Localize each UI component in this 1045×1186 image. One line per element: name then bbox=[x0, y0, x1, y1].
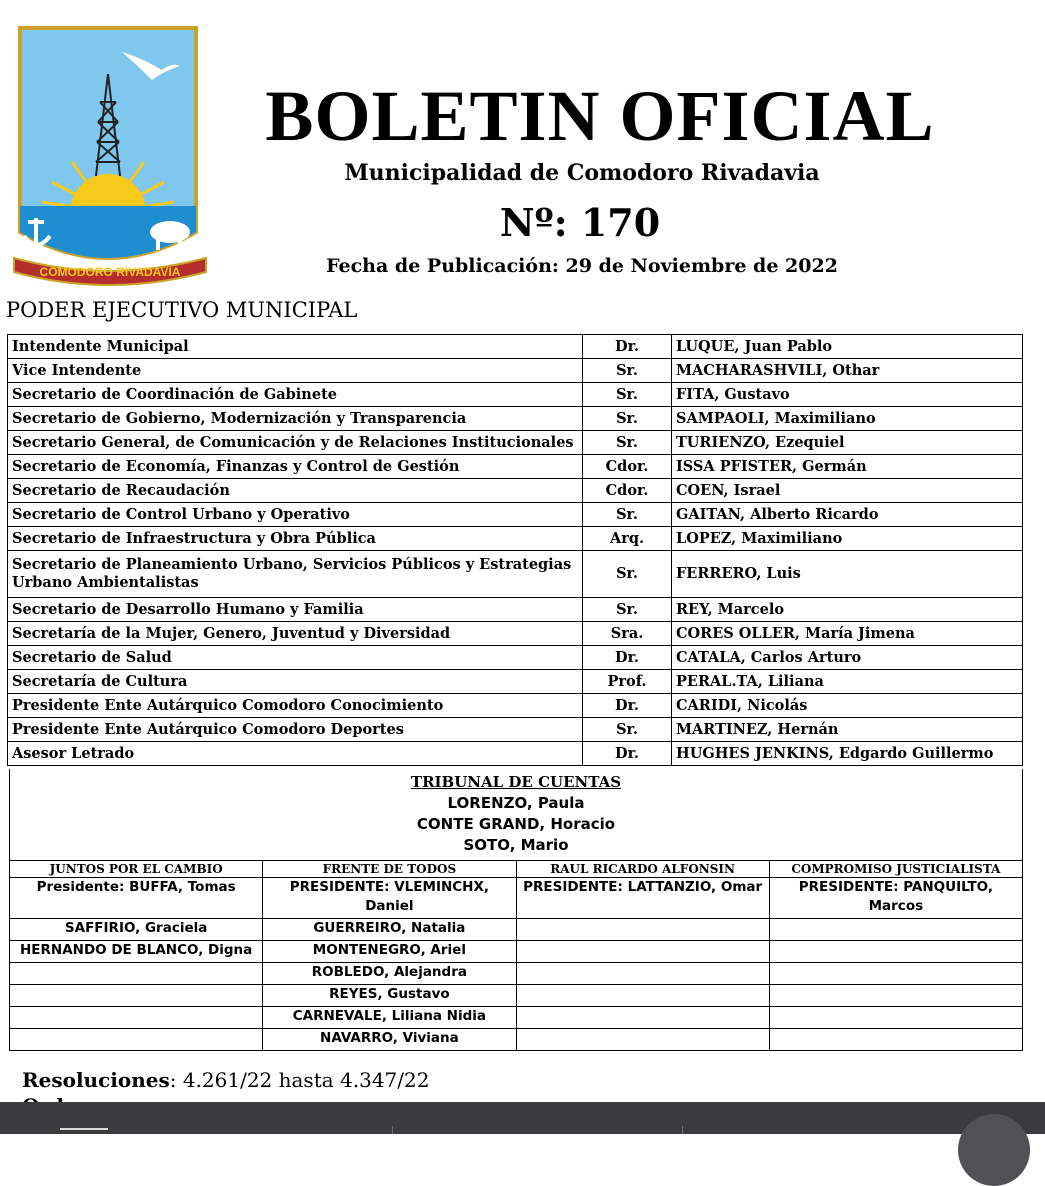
name-cell: COEN, Israel bbox=[672, 479, 1023, 503]
name-cell: CATALA, Carlos Arturo bbox=[672, 646, 1023, 670]
name-cell: PERAL.TA, Liliana bbox=[672, 670, 1023, 694]
executive-row bbox=[8, 718, 1023, 742]
member-cell: REYES, Gustavo bbox=[263, 985, 516, 1007]
executive-row bbox=[8, 551, 1023, 598]
executive-row bbox=[8, 503, 1023, 527]
position-cell: Secretario de Desarrollo Humano y Familia bbox=[8, 598, 583, 622]
member-cell bbox=[10, 985, 263, 1007]
member-cell bbox=[516, 1029, 769, 1051]
position-cell: Secretario de Coordinación de Gabinete bbox=[8, 383, 583, 407]
position-cell: Secretaría de Cultura bbox=[8, 670, 583, 694]
tribunal-title: TRIBUNAL DE CUENTAS bbox=[410, 773, 622, 791]
page-title: BOLETIN OFICIAL bbox=[265, 76, 935, 156]
title-cell: Dr. bbox=[583, 646, 672, 670]
bloque-president: PRESIDENTE: LATTANZIO, Omar bbox=[516, 878, 769, 919]
member-cell bbox=[516, 919, 769, 941]
bloque-header: FRENTE DE TODOS bbox=[263, 861, 516, 878]
member-cell bbox=[10, 1007, 263, 1029]
name-cell: CARIDI, Nicolás bbox=[672, 694, 1023, 718]
title-cell: Cdor. bbox=[583, 479, 672, 503]
resoluciones-line bbox=[22, 1068, 429, 1092]
executive-row bbox=[8, 479, 1023, 503]
title-cell: Arq. bbox=[583, 527, 672, 551]
name-cell: HUGHES JENKINS, Edgardo Guillermo bbox=[672, 742, 1023, 766]
toolbar-icon[interactable] bbox=[60, 1128, 108, 1134]
executive-table bbox=[7, 334, 1023, 766]
position-cell: Secretario de Gobierno, Modernización y Transparencia bbox=[8, 407, 583, 431]
executive-row bbox=[8, 407, 1023, 431]
toolbar-divider bbox=[392, 1126, 393, 1134]
tribunal-member: CONTE GRAND, Horacio bbox=[416, 815, 616, 833]
member-cell: CARNEVALE, Liliana Nidia bbox=[263, 1007, 516, 1029]
tribunal-member: SOTO, Mario bbox=[463, 836, 569, 854]
executive-row bbox=[8, 598, 1023, 622]
title-cell: Dr. bbox=[583, 694, 672, 718]
member-cell bbox=[769, 963, 1022, 985]
bloque-president: PRESIDENTE: VLEMINCHX, Daniel bbox=[263, 878, 516, 919]
tribunal-member: LORENZO, Paula bbox=[447, 794, 585, 812]
bloques-member-row bbox=[10, 1007, 1023, 1029]
position-cell: Secretaría de la Mujer, Genero, Juventud y Diversidad bbox=[8, 622, 583, 646]
bloques-member-row bbox=[10, 985, 1023, 1007]
position-cell: Asesor Letrado bbox=[8, 742, 583, 766]
bloques-member-row bbox=[10, 919, 1023, 941]
section-title: PODER EJECUTIVO MUNICIPAL bbox=[6, 298, 358, 322]
bloques-president-row bbox=[10, 878, 1023, 919]
name-cell: MACHARASHVILI, Othar bbox=[672, 359, 1023, 383]
member-cell: SAFFIRIO, Graciela bbox=[10, 919, 263, 941]
municipality-name: Municipalidad de Comodoro Rivadavia bbox=[344, 160, 820, 186]
title-cell: Cdor. bbox=[583, 455, 672, 479]
title-cell: Sr. bbox=[583, 718, 672, 742]
title-cell: Dr. bbox=[583, 335, 672, 359]
name-cell: LOPEZ, Maximiliano bbox=[672, 527, 1023, 551]
title-cell: Sr. bbox=[583, 383, 672, 407]
svg-text:COMODORO RIVADAVIA: COMODORO RIVADAVIA bbox=[39, 265, 181, 279]
member-cell bbox=[516, 941, 769, 963]
executive-row bbox=[8, 383, 1023, 407]
title-cell: Sra. bbox=[583, 622, 672, 646]
member-cell bbox=[769, 941, 1022, 963]
resoluciones-range: : 4.261/22 hasta 4.347/22 bbox=[169, 1068, 430, 1092]
bloque-header: COMPROMISO JUSTICIALISTA bbox=[769, 861, 1022, 878]
member-cell bbox=[516, 1007, 769, 1029]
member-cell: ROBLEDO, Alejandra bbox=[263, 963, 516, 985]
position-cell: Secretario de Infraestructura y Obra Pública bbox=[8, 527, 583, 551]
name-cell: FERRERO, Luis bbox=[672, 551, 1023, 598]
bloques-header-row bbox=[10, 861, 1023, 878]
position-cell: Vice Intendente bbox=[8, 359, 583, 383]
bloques-member-row bbox=[10, 941, 1023, 963]
executive-row bbox=[8, 694, 1023, 718]
position-cell: Secretario General, de Comunicación y de Relaciones Institucionales bbox=[8, 431, 583, 455]
executive-row bbox=[8, 455, 1023, 479]
executive-row bbox=[8, 431, 1023, 455]
member-cell bbox=[10, 963, 263, 985]
executive-row bbox=[8, 742, 1023, 766]
bulletin-number: Nº: 170 bbox=[499, 200, 661, 245]
executive-row bbox=[8, 670, 1023, 694]
member-cell bbox=[516, 985, 769, 1007]
executive-row bbox=[8, 527, 1023, 551]
name-cell: MARTINEZ, Hernán bbox=[672, 718, 1023, 742]
name-cell: CORES OLLER, María Jimena bbox=[672, 622, 1023, 646]
position-cell: Secretario de Planeamiento Urbano, Servicios Públicos y Estrategias Urbano Ambientalistas bbox=[8, 551, 583, 598]
position-cell: Intendente Municipal bbox=[8, 335, 583, 359]
coat-of-arms-icon bbox=[12, 22, 208, 292]
position-cell: Presidente Ente Autárquico Comodoro Deportes bbox=[8, 718, 583, 742]
member-cell bbox=[769, 985, 1022, 1007]
executive-row bbox=[8, 622, 1023, 646]
title-cell: Sr. bbox=[583, 503, 672, 527]
bloques-table bbox=[9, 860, 1023, 1051]
position-cell: Secretario de Recaudación bbox=[8, 479, 583, 503]
member-cell: GUERREIRO, Natalia bbox=[263, 919, 516, 941]
name-cell: LUQUE, Juan Pablo bbox=[672, 335, 1023, 359]
member-cell bbox=[10, 1029, 263, 1051]
bloques-member-row bbox=[10, 1029, 1023, 1051]
position-cell: Secretario de Salud bbox=[8, 646, 583, 670]
position-cell: Presidente Ente Autárquico Comodoro Conocimiento bbox=[8, 694, 583, 718]
title-cell: Dr. bbox=[583, 742, 672, 766]
tribunal-de-cuentas bbox=[9, 769, 1023, 860]
title-cell: Sr. bbox=[583, 359, 672, 383]
bloque-header: JUNTOS POR EL CAMBIO bbox=[10, 861, 263, 878]
member-cell bbox=[516, 963, 769, 985]
member-cell bbox=[769, 1029, 1022, 1051]
executive-row bbox=[8, 646, 1023, 670]
floating-action-button[interactable] bbox=[958, 1114, 1030, 1186]
name-cell: SAMPAOLI, Maximiliano bbox=[672, 407, 1023, 431]
bloque-header: RAUL RICARDO ALFONSIN bbox=[516, 861, 769, 878]
title-cell: Sr. bbox=[583, 598, 672, 622]
executive-row bbox=[8, 335, 1023, 359]
name-cell: REY, Marcelo bbox=[672, 598, 1023, 622]
name-cell: TURIENZO, Ezequiel bbox=[672, 431, 1023, 455]
toolbar-divider bbox=[682, 1126, 683, 1134]
bloque-president: Presidente: BUFFA, Tomas bbox=[10, 878, 263, 919]
position-cell: Secretario de Economía, Finanzas y Control de Gestión bbox=[8, 455, 583, 479]
bloques-member-row bbox=[10, 963, 1023, 985]
publication-date: Fecha de Publicación: 29 de Noviembre de 2022 bbox=[326, 255, 838, 277]
title-cell: Sr. bbox=[583, 551, 672, 598]
title-cell: Prof. bbox=[583, 670, 672, 694]
position-cell: Secretario de Control Urbano y Operativo bbox=[8, 503, 583, 527]
member-cell bbox=[769, 919, 1022, 941]
member-cell: MONTENEGRO, Ariel bbox=[263, 941, 516, 963]
executive-row bbox=[8, 359, 1023, 383]
bloque-president: PRESIDENTE: PANQUILTO, Marcos bbox=[769, 878, 1022, 919]
member-cell: HERNANDO DE BLANCO, Digna bbox=[10, 941, 263, 963]
member-cell bbox=[769, 1007, 1022, 1029]
viewer-toolbar bbox=[0, 1102, 1045, 1134]
name-cell: GAITAN, Alberto Ricardo bbox=[672, 503, 1023, 527]
title-cell: Sr. bbox=[583, 407, 672, 431]
member-cell: NAVARRO, Viviana bbox=[263, 1029, 516, 1051]
name-cell: ISSA PFISTER, Germán bbox=[672, 455, 1023, 479]
name-cell: FITA, Gustavo bbox=[672, 383, 1023, 407]
resoluciones-label: Resoluciones bbox=[22, 1068, 170, 1092]
title-cell: Sr. bbox=[583, 431, 672, 455]
municipal-logo bbox=[12, 22, 208, 292]
